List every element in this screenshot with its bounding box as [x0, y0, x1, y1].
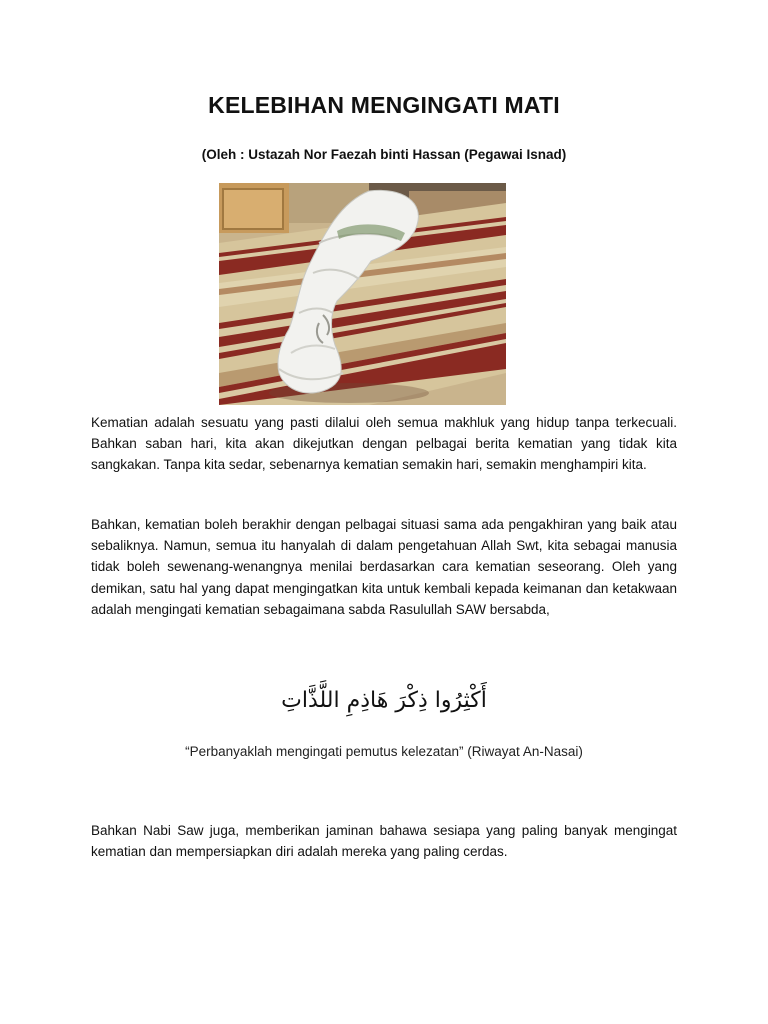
hadith-translation: “Perbanyaklah mengingati pemutus kelezatan” (Riwayat An-Nasai)	[185, 744, 583, 759]
page-title: KELEBIHAN MENGINGATI MATI	[208, 92, 560, 118]
shrouded-body-photo	[219, 183, 506, 405]
paragraph-3: Bahkan Nabi Saw juga, memberikan jaminan bahawa sesiapa yang paling banyak mengingat kematian dan mempersiapkan diri adalah mereka yang paling cerdas.	[91, 823, 677, 860]
paragraph-1: Kematian adalah sesuatu yang pasti dilalui oleh semua makhluk yang hidup tanpa terkecuali. Bahkan saban hari, kita akan dikejutkan dengan pelbagai berita kematian yang tidak kita sangkakan. Tanpa kita sedar, sebenarnya kematian semakin hari, semakin menghampiri kita.	[91, 415, 677, 473]
paragraph-2: Bahkan, kematian boleh berakhir dengan pelbagai situasi sama ada pengakhiran yang baik atau sebaliknya. Namun, semua itu hanyalah di dalam pengetahuan Allah Swt, kita sebagai manusia tidak boleh sewenang-wenangnya menilai berdasarkan cara kematian seseorang. Oleh yang demikan, satu hal yang dapat mengingatkan kita untuk kembali kepada keimanan dan ketakwaan adalah mengingati kematian sebagaimana sabda Rasulullah SAW bersabda,	[91, 517, 677, 617]
author-line: (Oleh : Ustazah Nor Faezah binti Hassan (Pegawai Isnad)	[201, 147, 567, 162]
hadith-arabic-text: أَكْثِرُوا ذِكْرَ هَاذِمِ اللَّذَّاتِ	[281, 688, 487, 713]
